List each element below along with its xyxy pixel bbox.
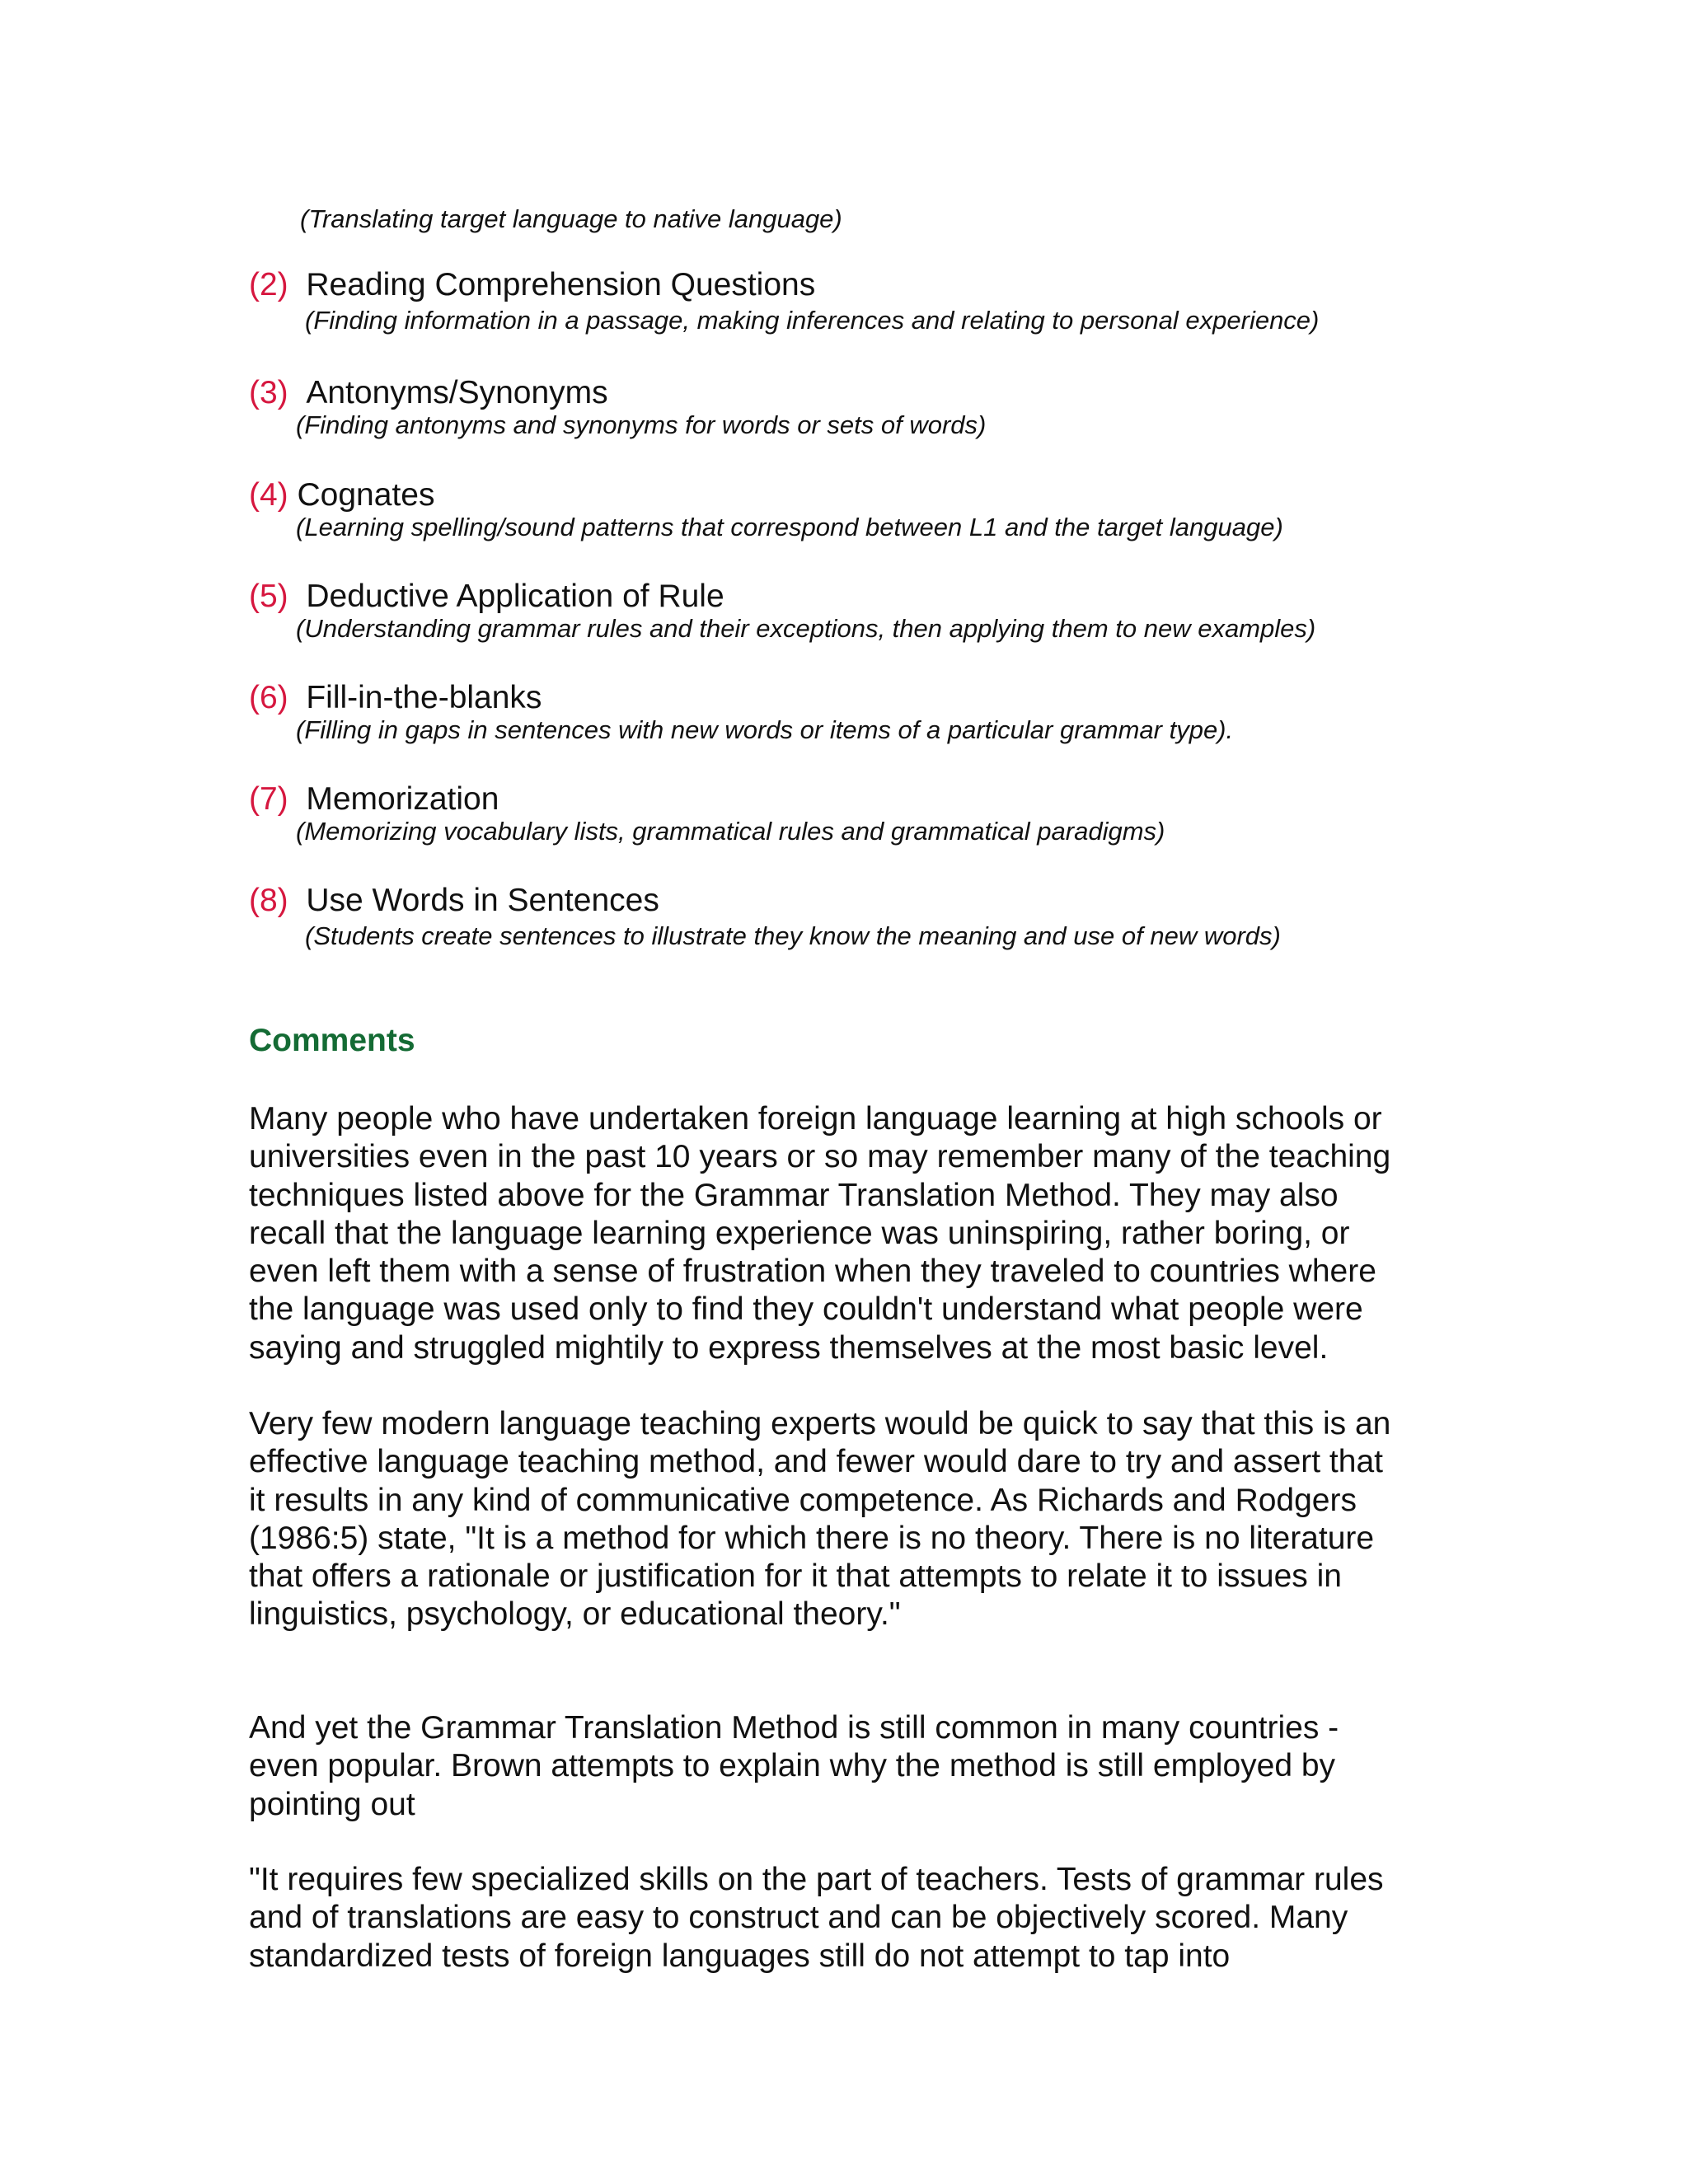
item-heading (249, 882, 1485, 920)
text-line: standardized tests of foreign languages still do not attempt to tap into (249, 1938, 1231, 1974)
text-line: (1986:5) state, "It is a method for which there is no theory. There is no literature (249, 1520, 1375, 1556)
text-line: "It requires few specialized skills on the part of teachers. Tests of grammar rules (249, 1862, 1384, 1897)
item-description: (Finding antonyms and synonyms for words or sets of words) (296, 410, 987, 439)
item-heading (249, 476, 1485, 514)
text-line: it results in any kind of communicative competence. As Richards and Rodgers (249, 1482, 1357, 1518)
text-line: Very few modern language teaching experts would be quick to say that this is an (249, 1406, 1391, 1441)
item-heading (249, 780, 1485, 818)
item-title: Use Words in Sentences (306, 883, 659, 918)
text-line: effective language teaching method, and fewer would dare to try and assert that (249, 1444, 1383, 1480)
item-description: (Filling in gaps in sentences with new words or items of a particular grammar type). (296, 715, 1234, 744)
item-number: (6) (249, 680, 288, 715)
text-line: linguistics, psychology, or educational theory." (249, 1596, 901, 1633)
item-heading (249, 679, 1485, 717)
text-line: Many people who have undertaken foreign language learning at high schools or (249, 1101, 1382, 1137)
item-title: Cognates (297, 477, 435, 513)
item-number: (2) (249, 267, 288, 302)
text-line: and of translations are easy to construct and can be objectively scored. Many (249, 1900, 1348, 1936)
item-heading (249, 578, 1485, 616)
item-1-description: (Translating target language to native language) (300, 204, 842, 233)
text-line: that offers a rationale or justification for it that attempts to relate it to issues in (249, 1558, 1342, 1595)
comments-paragraph-3 (249, 1709, 1452, 1824)
item-description: (Finding information in a passage, making inferences and relating to personal experience) (305, 306, 1320, 335)
item-number: (8) (249, 883, 288, 918)
item-description: (Learning spelling/sound patterns that correspond between L1 and the target language) (296, 513, 1283, 541)
text-line: And yet the Grammar Translation Method is still common in many countries - (249, 1710, 1339, 1746)
list-item (249, 882, 1485, 953)
item-title: Antonyms/Synonyms (306, 375, 608, 410)
comments-paragraph-2 (249, 1405, 1452, 1634)
item-title: Memorization (306, 781, 499, 817)
list-item (249, 476, 1485, 544)
text-line: saying and struggled mightily to express themselves at the most basic level. (249, 1329, 1329, 1366)
text-line: universities even in the past 10 years or so may remember many of the teaching (249, 1139, 1391, 1175)
item-heading (249, 374, 1485, 412)
item-number: (3) (249, 375, 288, 410)
text-line: techniques listed above for the Grammar Translation Method. They may also (249, 1177, 1339, 1213)
item-number: (7) (249, 781, 288, 817)
comments-paragraph-1 (249, 1100, 1452, 1367)
item-number: (5) (249, 579, 288, 614)
item-number: (4) (249, 477, 288, 513)
text-line: pointing out (249, 1786, 415, 1822)
item-description: (Students create sentences to illustrate they know the meaning and use of new words) (305, 921, 1281, 950)
list-item (249, 780, 1485, 848)
text-line: recall that the language learning experience was uninspiring, rather boring, or (249, 1215, 1350, 1251)
list-item (249, 679, 1485, 747)
comments-heading: Comments (249, 1023, 415, 1058)
list-item (249, 578, 1485, 645)
item-description: (Understanding grammar rules and their exceptions, then applying them to new examples) (296, 614, 1316, 643)
item-title: Deductive Application of Rule (306, 579, 724, 614)
text-line: even left them with a sense of frustration when they traveled to countries where (249, 1254, 1376, 1290)
item-title: Fill-in-the-blanks (306, 680, 542, 715)
item-description: (Memorizing vocabulary lists, grammatical rules and grammatical paradigms) (296, 817, 1165, 846)
text-line: even popular. Brown attempts to explain why the method is still employed by (249, 1748, 1336, 1784)
comments-quote (249, 1861, 1452, 1975)
item-heading (249, 266, 1485, 304)
item-title: Reading Comprehension Questions (306, 267, 816, 302)
list-item (249, 266, 1485, 337)
text-line: the language was used only to find they couldn't understand what people were (249, 1291, 1363, 1328)
list-item (249, 374, 1485, 442)
